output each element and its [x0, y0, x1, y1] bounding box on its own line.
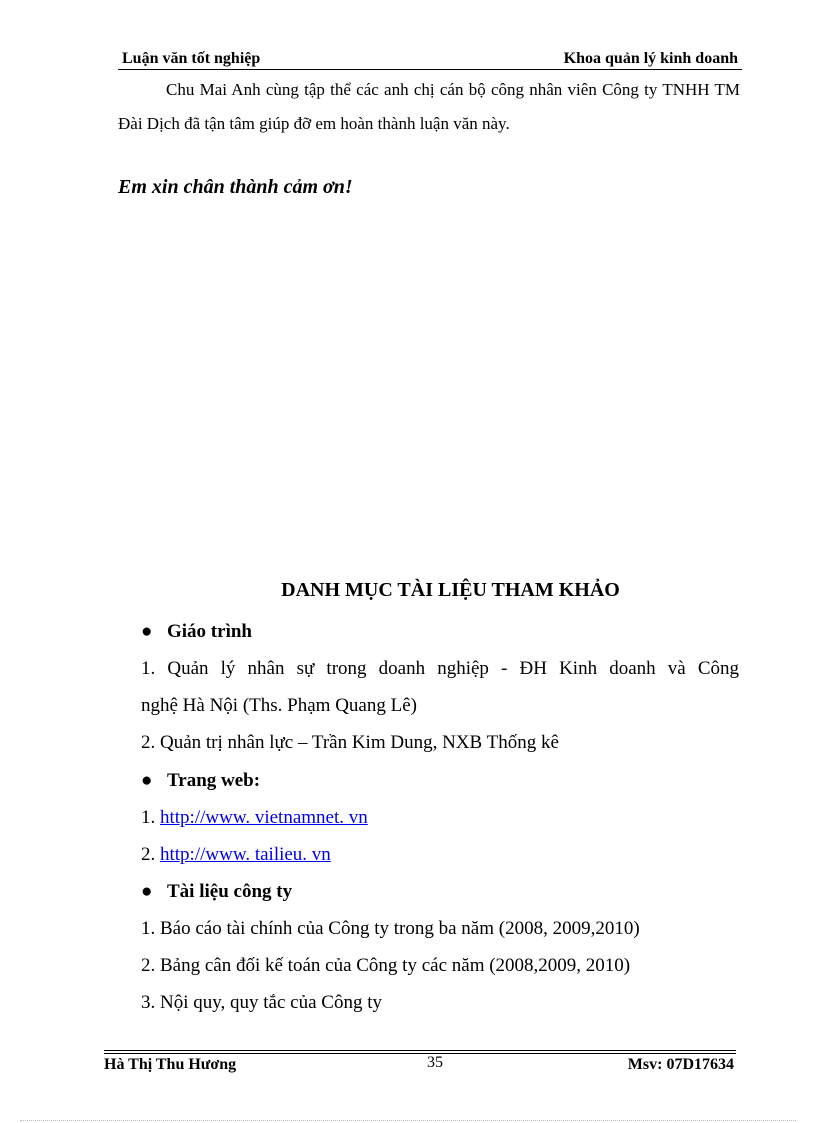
section-heading-label: Tài liệu công ty — [167, 881, 293, 902]
reference-item — [141, 844, 331, 866]
reference-item: nghệ Hà Nội (Ths. Phạm Quang Lê) — [141, 695, 417, 716]
footer-divider — [104, 1050, 736, 1051]
reference-item: 3. Nội quy, quy tắc của Công ty — [141, 992, 382, 1013]
references-title: DANH MỤC TÀI LIỆU THAM KHẢO — [281, 579, 620, 601]
bullet-icon: ● — [141, 770, 153, 791]
reference-item — [141, 807, 368, 829]
section-heading-label: Giáo trình — [167, 621, 252, 642]
bullet-icon: ● — [141, 621, 153, 642]
reference-item: 1. Quản lý nhân sự trong doanh nghiệp - ĐH Kinh doanh và Công — [141, 658, 739, 679]
reference-link[interactable]: http://www. tailieu. vn — [160, 844, 331, 865]
body-paragraph: Chu Mai Anh cùng tập thể các anh chị cán bộ công nhân viên Công ty TNHH TM Đài Dịch đã tận tâm giúp đỡ em hoàn thành luận văn này. — [118, 80, 740, 133]
thanks-line: Em xin chân thành cảm ơn! — [118, 176, 353, 198]
bullet-icon: ● — [141, 881, 153, 902]
reference-number: 2. — [141, 844, 156, 865]
page-header — [118, 49, 742, 70]
page-bottom-border — [20, 1120, 796, 1121]
footer-student-id: Msv: 07D17634 — [627, 1056, 734, 1073]
section-heading-websites — [141, 770, 260, 792]
page-number: 35 — [427, 1054, 443, 1071]
reference-number: 1. — [141, 807, 156, 828]
page-footer — [104, 1054, 736, 1076]
section-heading-textbooks — [141, 621, 252, 643]
reference-link[interactable]: http://www. vietnamnet. vn — [160, 807, 368, 828]
footer-author: Hà Thị Thu Hương — [104, 1056, 237, 1073]
reference-item: 1. Báo cáo tài chính của Công ty trong ba năm (2008, 2009,2010) — [141, 918, 640, 939]
header-right-title: Khoa quản lý kinh doanh — [563, 50, 738, 67]
reference-item: 2. Bảng cân đối kế toán của Công ty các năm (2008,2009, 2010) — [141, 955, 631, 976]
section-heading-label: Trang web: — [167, 770, 261, 791]
reference-item: 2. Quản trị nhân lực – Trần Kim Dung, NXB Thống kê — [141, 732, 559, 753]
section-heading-company-docs — [141, 881, 292, 903]
header-left-title: Luận văn tốt nghiệp — [122, 50, 261, 67]
